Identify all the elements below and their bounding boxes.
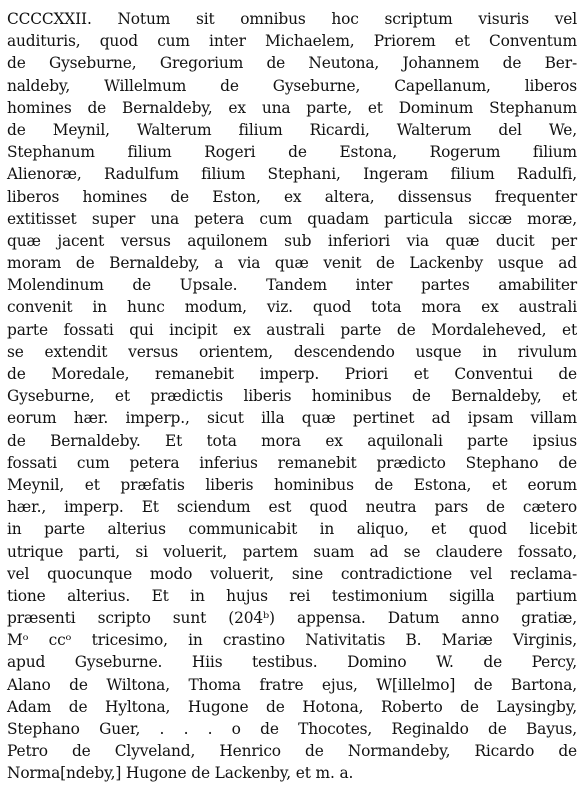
text-line: in parte alterius communicabit in aliquo, et quod licebit <box>7 520 577 539</box>
text-line: audituris, quod cum inter Michaelem, Priorem et Conventum <box>7 32 577 51</box>
text-line: præsenti scripto sunt (204ᵇ) appensa. Datum anno gratiæ, <box>7 609 577 628</box>
text-line: fossati cum petera inferius remanebit prædicto Stephano de <box>7 453 577 472</box>
charter-text <box>7 8 577 785</box>
text-line: homines de Bernaldeby, ex una parte, et Dominum Stephanum <box>7 98 577 117</box>
text-line: de Moredale, remanebit imperp. Priori et Conventui de <box>7 365 577 383</box>
text-line: Molendinum de Upsale. Tandem inter partes amabiliter <box>7 276 577 295</box>
text-line: moram de Bernaldeby, a via quæ venit de Lackenby usque ad <box>7 254 577 273</box>
text-line: utrique parti, si voluerit, partem suam ad se claudere fossato, <box>7 542 577 561</box>
text-line: naldeby, Willelmum de Gyseburne, Capellanum, liberos <box>7 76 577 95</box>
text-line: Stephano Guer, . . . o de Thocotes, Reginaldo de Bayus, <box>7 720 577 738</box>
text-line: convenit in hunc modum, viz. quod tota mora ex australi <box>7 298 577 317</box>
text-line: parte fossati qui incipit ex australi parte de Mordaleheved, et <box>7 320 577 339</box>
text-line: Mᵒ ccᵒ tricesimo, in crastino Nativitatis B. Mariæ Virginis, <box>7 631 577 650</box>
text-line: liberos homines de Eston, ex altera, dissensus frequenter <box>7 187 577 206</box>
text-line: de Meynil, Walterum filium Ricardi, Walterum del We, <box>7 120 577 139</box>
text-line: CCCCXXII. Notum sit omnibus hoc scriptum visuris vel <box>7 10 577 28</box>
text-line: Adam de Hyltona, Hugone de Hotona, Roberto de Laysingby, <box>7 697 577 716</box>
text-line: extitisset super una petera cum quadam particula siccæ moræ, <box>7 209 577 228</box>
text-line: Stephanum filium Rogeri de Estona, Rogerum filium <box>7 143 577 162</box>
text-line: hær., imperp. Et sciendum est quod neutra pars de cætero <box>7 498 577 517</box>
text-line: Norma[ndeby,] Hugone de Lackenby, et m. a. <box>7 764 354 783</box>
text-line: Alano de Wiltona, Thoma fratre ejus, W[illelmo] de Bartona, <box>7 675 577 694</box>
text-line: eorum hær. imperp., sicut illa quæ pertinet ad ipsam villam <box>7 409 577 428</box>
text-line: Gyseburne, et prædictis liberis hominibus de Bernaldeby, et <box>7 387 577 406</box>
text-line: Meynil, et præfatis liberis hominibus de Estona, et eorum <box>7 475 577 494</box>
text-line: de Bernaldeby. Et tota mora ex aquilonali parte ipsius <box>7 431 577 450</box>
text-line: Petro de Clyveland, Henrico de Normandeby, Ricardo de <box>7 742 577 761</box>
text-line: vel quocunque modo voluerit, sine contradictione vel reclama- <box>7 564 577 583</box>
text-line: tione alterius. Et in hujus rei testimonium sigilla partium <box>7 586 577 605</box>
text-line: quæ jacent versus aquilonem sub inferiori via quæ ducit per <box>7 231 577 250</box>
text-line: se extendit versus orientem, descendendo usque in rivulum <box>7 342 577 361</box>
text-line: apud Gyseburne. Hiis testibus. Domino W. de Percy, <box>7 653 577 672</box>
text-line: de Gyseburne, Gregorium de Neutona, Johannem de Ber- <box>7 54 577 73</box>
text-line: Alienoræ, Radulfum filium Stephani, Ingeram filium Radulfi, <box>7 165 577 184</box>
